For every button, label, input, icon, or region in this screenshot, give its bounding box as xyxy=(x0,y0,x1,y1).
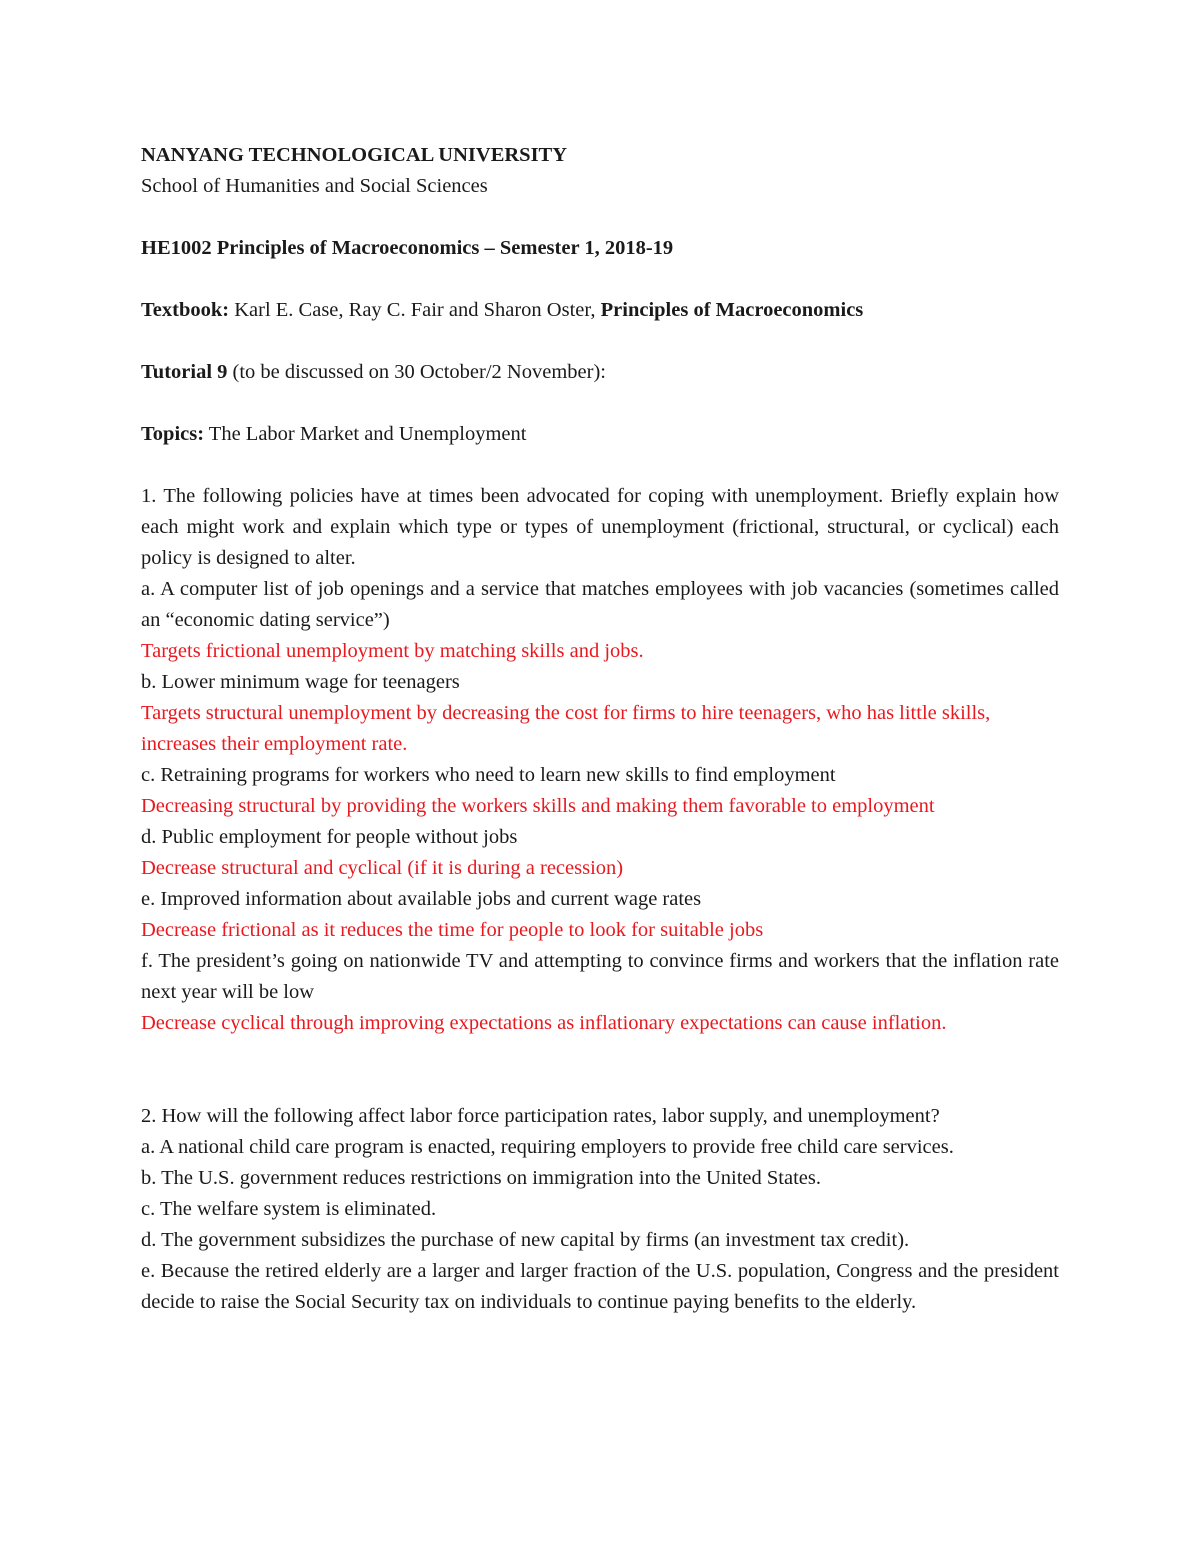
q1-answer-e: Decrease frictional as it reduces the time for people to look for suitable jobs xyxy=(141,919,764,941)
q1-answer-a: Targets frictional unemployment by matching skills and jobs. xyxy=(141,640,644,662)
school-name: School of Humanities and Social Sciences xyxy=(141,175,488,197)
topics-label: Topics: xyxy=(141,423,205,445)
tutorial-line xyxy=(141,357,1059,388)
textbook-label: Textbook: xyxy=(141,299,230,321)
q1-answer-d: Decrease structural and cyclical (if it is during a recession) xyxy=(141,857,624,879)
q2-item-e: e. Because the retired elderly are a larger and larger fraction of the U.S. population, Congress and the president decide to raise the Social Security tax on individuals to continue paying benefits to the elderly. xyxy=(141,1260,1059,1313)
q2-item-a: a. A national child care program is enacted, requiring employers to provide free child care services. xyxy=(141,1136,954,1158)
q2-item-b: b. The U.S. government reduces restrictions on immigration into the United States. xyxy=(141,1167,821,1189)
topics-line xyxy=(141,419,1059,450)
document-page xyxy=(141,140,1059,1318)
q1-answer-c: Decreasing structural by providing the workers skills and making them favorable to employment xyxy=(141,795,935,817)
question-1: 1. The following policies have at times been advocated for coping with unemployment. Briefly explain how each might work and explain which type or types of unemployment (frictional, structural, or cyclical) each policy is designed to alter. xyxy=(141,485,1059,569)
q2-item-c: c. The welfare system is eliminated. xyxy=(141,1198,437,1220)
q1-answer-f: Decrease cyclical through improving expectations as inflationary expectations can cause inflation. xyxy=(141,1012,947,1034)
question-2: 2. How will the following affect labor force participation rates, labor supply, and unemployment? xyxy=(141,1105,940,1127)
q1-item-f: f. The president’s going on nationwide TV and attempting to convince firms and workers that the inflation rate next year will be low xyxy=(141,950,1059,1003)
textbook-line xyxy=(141,295,1059,326)
course-title: HE1002 Principles of Macroeconomics – Semester 1, 2018-19 xyxy=(141,237,674,259)
q1-item-d: d. Public employment for people without jobs xyxy=(141,826,518,848)
q1-item-c: c. Retraining programs for workers who need to learn new skills to find employment xyxy=(141,764,836,786)
textbook-authors: Karl E. Case, Ray C. Fair and Sharon Oster, xyxy=(229,299,601,321)
tutorial-label: Tutorial 9 xyxy=(141,361,228,383)
q2-item-d: d. The government subsidizes the purchase of new capital by firms (an investment tax credit). xyxy=(141,1229,910,1251)
q1-item-a: a. A computer list of job openings and a service that matches employees with job vacancies (sometimes called an “economic dating service”) xyxy=(141,578,1059,631)
q1-item-b: b. Lower minimum wage for teenagers xyxy=(141,671,460,693)
university-name: NANYANG TECHNOLOGICAL UNIVERSITY xyxy=(141,144,568,166)
q1-answer-b: Targets structural unemployment by decreasing the cost for firms to hire teenagers, who has little skills, increases their employment rate. xyxy=(141,702,991,755)
topics-text: The Labor Market and Unemployment xyxy=(204,423,527,445)
textbook-title: Principles of Macroeconomics xyxy=(600,299,864,321)
q1-item-e: e. Improved information about available jobs and current wage rates xyxy=(141,888,702,910)
tutorial-note: (to be discussed on 30 October/2 November): xyxy=(227,361,606,383)
